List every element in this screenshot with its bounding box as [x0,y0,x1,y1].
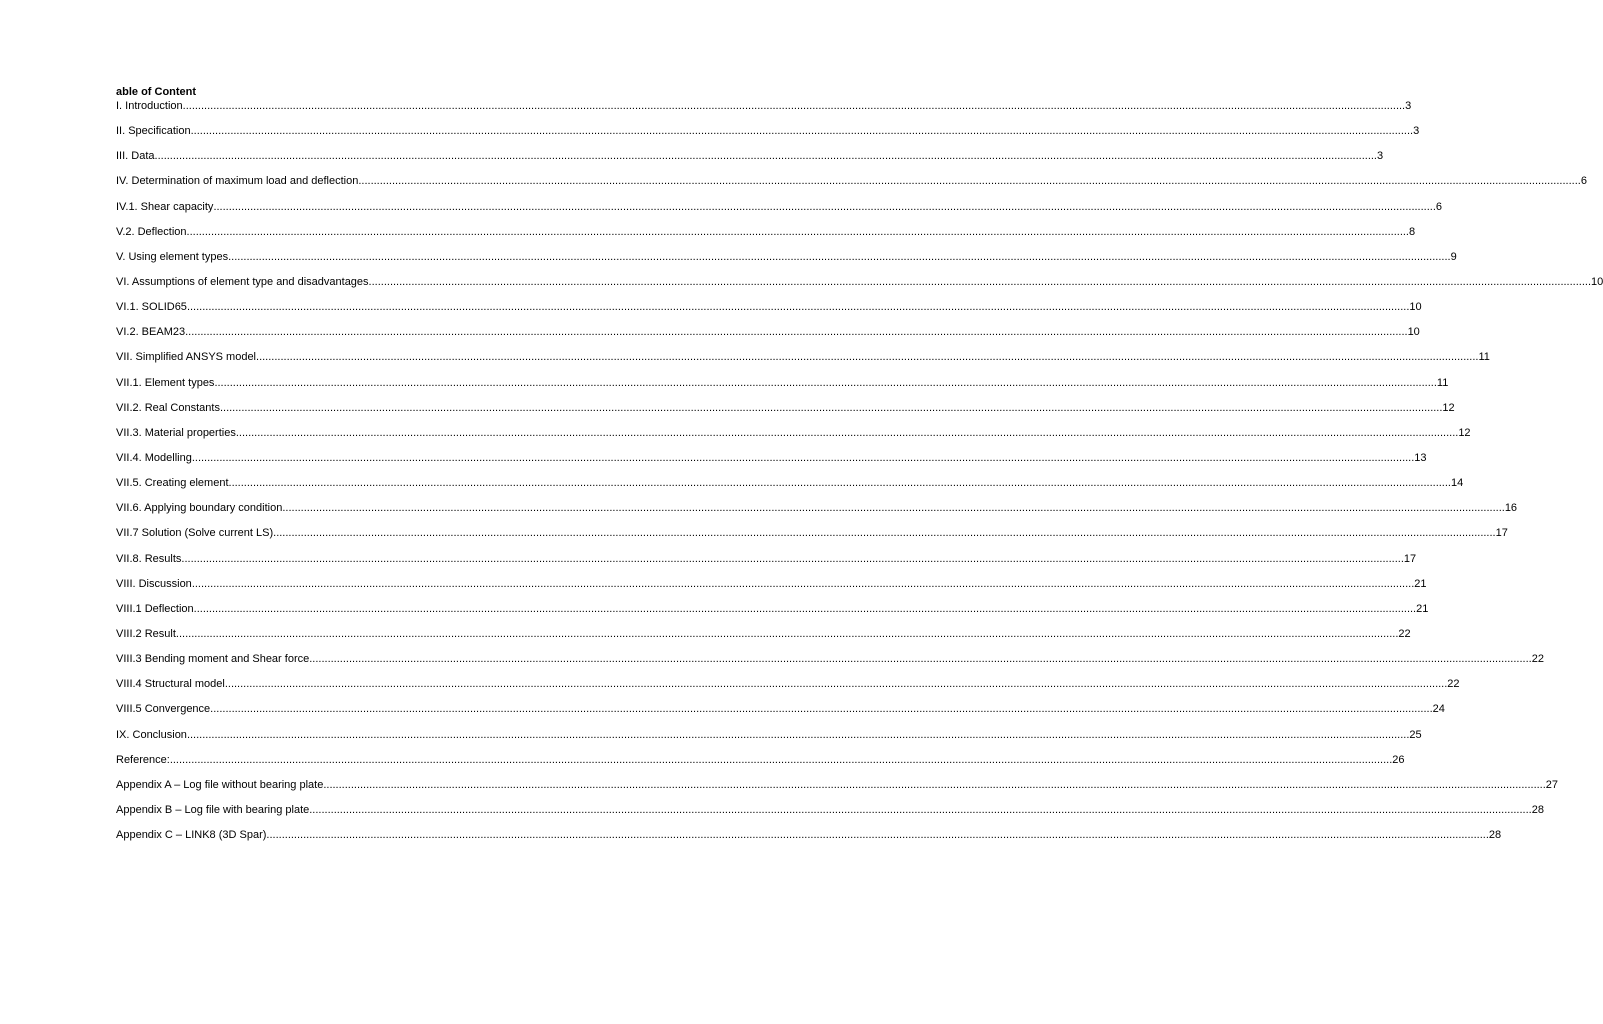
toc-entry-label: V. Using element types [116,250,229,263]
toc-entry-label: Appendix A – Log file without bearing plate [116,778,324,791]
dot-leader: ................................................................................................................................................................................................................................................................................................................................................................................................................ [368,275,1592,288]
toc-entry-page-number: 9 [1450,250,1457,263]
toc-entry-label: I. Introduction [116,100,183,112]
toc-entry-label: Appendix C – LINK8 (3D Spar) [116,829,267,842]
toc-entry-page-number: 10 [1409,301,1422,314]
toc-entry-label: VII.7 Solution (Solve current LS) [116,527,274,540]
toc-entry-label: VIII.2 Result [116,627,176,640]
toc-entry-label: III. Data [116,150,155,163]
dot-leader: ................................................................................................................................................................................................................................................................................................................................................................................................................ [186,301,1410,314]
dot-leader: ................................................................................................................................................................................................................................................................................................................................................................................................................ [186,728,1410,741]
toc-entry[interactable] [116,702,1445,727]
dot-leader: ................................................................................................................................................................................................................................................................................................................................................................................................................ [219,401,1443,414]
toc-entry[interactable] [116,501,1518,526]
toc-entry-label: VII.5. Creating element [116,477,229,490]
toc-entry-page-number: 17 [1403,552,1417,565]
dot-leader: ................................................................................................................................................................................................................................................................................................................................................................................................................ [169,753,1393,766]
dot-leader: ................................................................................................................................................................................................................................................................................................................................................................................................................ [210,703,1433,716]
toc-entry-page-number: 12 [1442,401,1455,414]
toc-entry-label: VIII. Discussion [116,577,192,590]
toc-entry-page-number: 10 [1407,326,1420,339]
toc-entry-page-number: 11 [1478,351,1490,364]
toc-entry[interactable] [116,803,1544,828]
toc-entry[interactable] [116,451,1427,476]
toc-entry[interactable] [116,225,1416,250]
dot-leader: ................................................................................................................................................................................................................................................................................................................................................................................................................ [323,778,1546,791]
toc-entry[interactable] [116,778,1559,803]
toc-entry-page-number: 21 [1416,602,1429,615]
toc-entry-label: VII.8. Results [116,552,182,565]
toc-entry-page-number: 3 [1413,125,1420,138]
toc-heading: able of Content [116,86,197,98]
toc-entry-label: VI.2. BEAM23 [116,326,186,339]
toc-entry-label: V.2. Deflection [116,225,187,238]
toc-entry[interactable] [116,552,1417,577]
toc-entry-label: IX. Conclusion [116,728,187,741]
dot-leader: ................................................................................................................................................................................................................................................................................................................................................................................................................ [266,829,1489,842]
dot-leader: ................................................................................................................................................................................................................................................................................................................................................................................................................ [181,552,1404,565]
dot-leader: ................................................................................................................................................................................................................................................................................................................................................................................................................ [185,326,1408,339]
dot-leader: ................................................................................................................................................................................................................................................................................................................................................................................................................ [190,125,1414,138]
toc-entry-label: VII.4. Modelling [116,451,192,464]
dot-leader: ................................................................................................................................................................................................................................................................................................................................................................................................................ [175,627,1399,640]
toc-entry-page-number: 25 [1409,728,1422,741]
toc-entry-page-number: 26 [1392,753,1405,766]
dot-leader: ................................................................................................................................................................................................................................................................................................................................................................................................................ [193,602,1417,615]
dot-leader: ................................................................................................................................................................................................................................................................................................................................................................................................................ [228,477,1451,490]
dot-leader: ................................................................................................................................................................................................................................................................................................................................................................................................................ [191,577,1415,590]
dot-leader: ................................................................................................................................................................................................................................................................................................................................................................................................................ [154,150,1377,163]
toc-entry[interactable] [116,426,1471,451]
table-of-contents [116,99,1603,853]
dot-leader: ................................................................................................................................................................................................................................................................................................................................................................................................................ [358,175,1581,188]
toc-entry[interactable] [116,602,1429,627]
dot-leader: ................................................................................................................................................................................................................................................................................................................................................................................................................ [273,527,1496,540]
toc-entry[interactable] [116,401,1455,426]
toc-entry-page-number: 13 [1414,451,1427,464]
toc-entry-page-number: 22 [1531,653,1544,666]
dot-leader: ................................................................................................................................................................................................................................................................................................................................................................................................................ [228,250,1451,263]
toc-entry-page-number: 17 [1495,527,1508,540]
toc-entry[interactable] [116,200,1443,225]
dot-leader: ................................................................................................................................................................................................................................................................................................................................................................................................................ [235,426,1459,439]
toc-entry-page-number: 8 [1409,225,1416,238]
dot-leader: ................................................................................................................................................................................................................................................................................................................................................................................................................ [309,653,1532,666]
toc-entry-label: VI. Assumptions of element type and disadvantages [116,275,369,288]
toc-entry-page-number: 14 [1450,477,1464,490]
toc-entry-label: VII.1. Element types [116,376,215,389]
toc-entry[interactable] [116,526,1508,551]
toc-entry-label: VIII.3 Bending moment and Shear force [116,653,310,666]
toc-entry-page-number: 28 [1488,829,1502,842]
toc-entry[interactable] [116,376,1449,401]
toc-entry[interactable] [116,753,1405,778]
toc-entry-label: VII.6. Applying boundary condition [116,502,283,515]
toc-entry[interactable] [116,627,1411,652]
toc-entry-label: IV. Determination of maximum load and deflection [116,175,359,188]
toc-entry-label: VIII.4 Structural model [116,678,225,691]
toc-entry-page-number: 3 [1377,150,1384,163]
toc-entry-page-number: 27 [1545,778,1559,791]
toc-entry-page-number: 22 [1398,627,1411,640]
toc-entry-page-number: 3 [1405,100,1412,112]
toc-entry[interactable] [116,124,1420,149]
toc-entry-page-number: 21 [1414,577,1427,590]
toc-entry-page-number: 6 [1580,175,1587,188]
toc-entry[interactable] [116,577,1427,602]
toc-entry-page-number: 12 [1458,426,1471,439]
toc-entry[interactable] [116,325,1420,350]
dot-leader: ................................................................................................................................................................................................................................................................................................................................................................................................................ [214,376,1437,389]
toc-entry-label: VII.3. Material properties [116,426,236,439]
toc-entry[interactable] [116,652,1544,677]
toc-entry[interactable] [116,99,1412,124]
toc-entry-page-number: 11 [1436,376,1449,389]
toc-entry-label: Appendix B – Log file with bearing plate [116,803,310,816]
toc-entry-label: VII.2. Real Constants [116,401,220,414]
toc-entry-label: Reference: [116,753,170,766]
toc-entry-page-number: 6 [1435,200,1443,213]
toc-entry-page-number: 24 [1432,703,1445,716]
toc-entry-page-number: 10 [1591,275,1603,288]
dot-leader: ................................................................................................................................................................................................................................................................................................................................................................................................................ [191,451,1415,464]
toc-entry[interactable] [116,275,1603,300]
toc-entry[interactable] [116,476,1464,501]
dot-leader: ................................................................................................................................................................................................................................................................................................................................................................................................................ [309,803,1532,816]
toc-entry-page-number: 16 [1504,502,1518,515]
toc-entry[interactable] [116,174,1587,199]
toc-entry[interactable] [116,828,1502,853]
dot-leader: ................................................................................................................................................................................................................................................................................................................................................................................................................ [213,200,1436,213]
dot-leader: ................................................................................................................................................................................................................................................................................................................................................................................................................ [282,502,1505,515]
toc-entry[interactable] [116,677,1460,702]
toc-entry[interactable] [116,350,1490,375]
dot-leader: ................................................................................................................................................................................................................................................................................................................................................................................................................ [256,351,1479,364]
dot-leader: ................................................................................................................................................................................................................................................................................................................................................................................................................ [186,225,1409,238]
toc-entry-label: II. Specification [116,125,191,138]
toc-entry-page-number: 22 [1447,678,1460,691]
toc-entry[interactable] [116,300,1422,325]
dot-leader: ................................................................................................................................................................................................................................................................................................................................................................................................................ [224,678,1448,691]
toc-entry[interactable] [116,250,1457,275]
toc-entry-page-number: 28 [1531,803,1544,816]
dot-leader: ................................................................................................................................................................................................................................................................................................................................................................................................................ [182,100,1406,112]
toc-entry-label: VII. Simplified ANSYS model [116,351,257,364]
toc-entry-label: IV.1. Shear capacity [116,200,214,213]
toc-entry[interactable] [116,728,1422,753]
toc-entry[interactable] [116,149,1384,174]
toc-entry-label: VIII.5 Convergence [116,703,211,716]
toc-entry-label: VI.1. SOLID65 [116,301,187,314]
toc-entry-label: VIII.1 Deflection [116,602,194,615]
